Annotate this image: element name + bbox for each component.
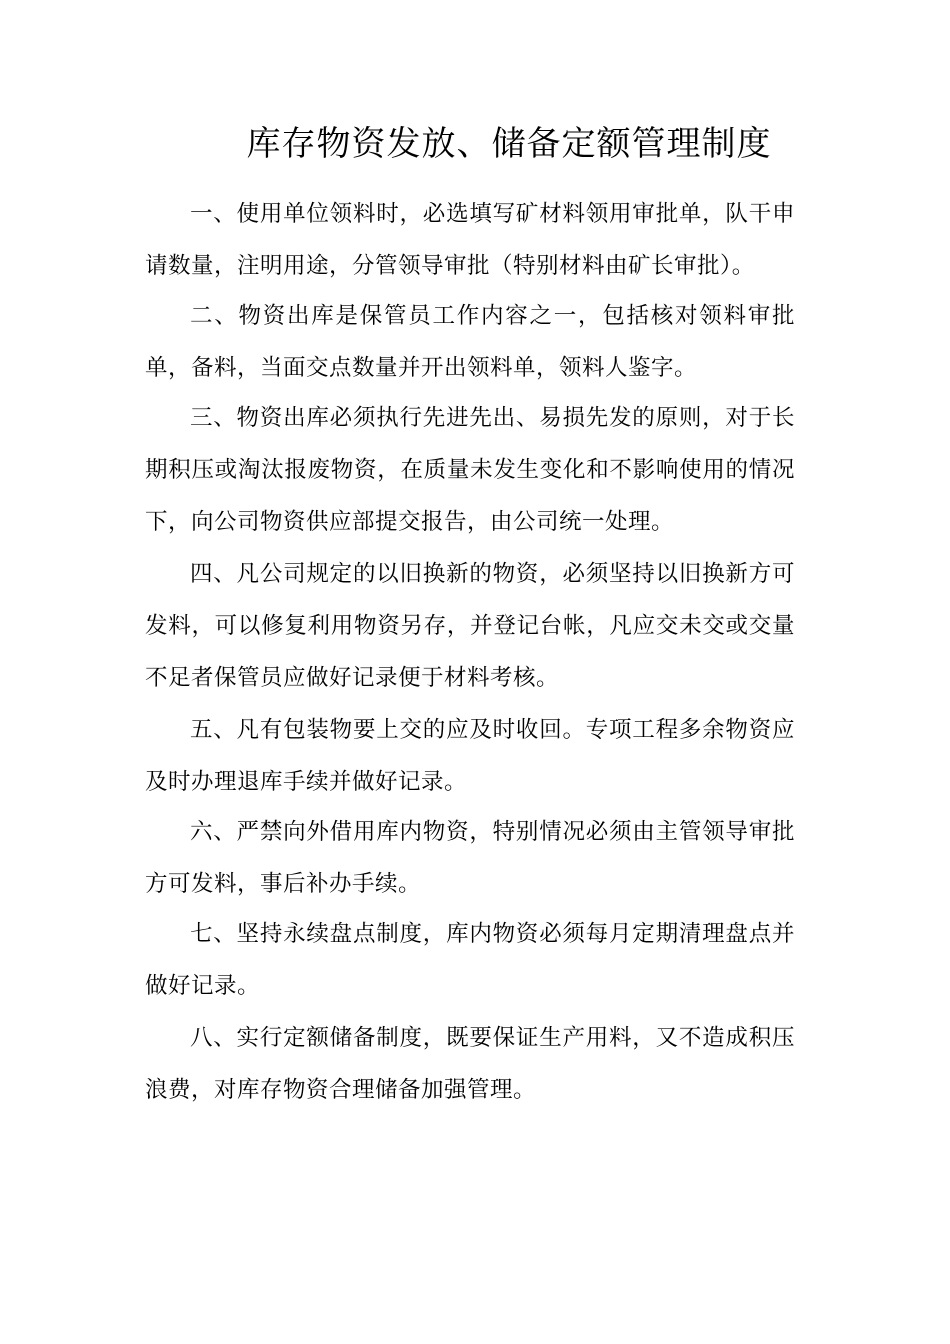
clause-2: 二、物资出库是保管员工作内容之一，包括核对领料审批单，备料，当面交点数量并开出领料单，领料人鉴字。 [145,303,795,381]
clause-8: 八、实行定额储备制度，既要保证生产用料，又不造成积压浪费，对库存物资合理储备加强管理。 [145,1025,795,1103]
document-title: 库存物资发放、储备定额管理制度 [246,124,772,164]
clause-3: 三、物资出库必须执行先进先出、易损先发的原则，对于长期积压或淘汰报废物资，在质量未发生变化和不影响使用的情况下，向公司物资供应部提交报告，由公司统一处理。 [145,405,795,535]
clause-6: 六、严禁向外借用库内物资，特别情况必须由主管领导审批方可发料，事后补办手续。 [145,819,795,897]
clause-1: 一、使用单位领料时，必选填写矿材料领用审批单，队干申请数量，注明用途，分管领导审批（特别材料由矿长审批）。 [145,201,795,279]
clause-5: 五、凡有包装物要上交的应及时收回。专项工程多余物资应及时办理退库手续并做好记录。 [145,717,795,795]
clause-4: 四、凡公司规定的以旧换新的物资，必须坚持以旧换新方可发料，可以修复利用物资另存，并登记台帐，凡应交未交或交量不足者保管员应做好记录便于材料考核。 [145,561,795,691]
clause-7: 七、坚持永续盘点制度，库内物资必须每月定期清理盘点并做好记录。 [145,921,795,999]
